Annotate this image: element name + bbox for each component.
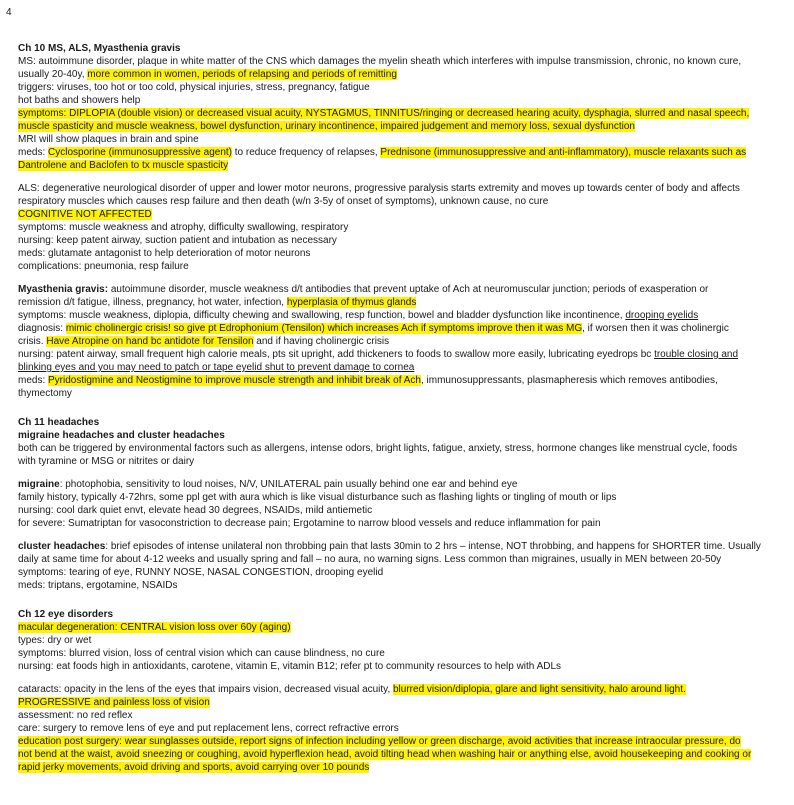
cataracts-education-2 [18,748,770,761]
cataracts-education-1 [18,735,770,748]
cluster-meds: meds: triptans, ergotamine, NSAIDs [18,580,178,591]
migraine-text: : photophobia, sensitivity to loud noises, N/V, UNILATERAL pain usually behind one ear and behind eye [59,479,518,490]
cluster-line-1 [18,540,770,553]
ms-highlight: Dantrolene and Baclofen to tx muscle spasticity [18,160,229,171]
mg-nursing-2 [18,361,770,374]
macular-highlight: macular degeneration: CENTRAL vision loss over 60y (aging) [18,622,291,633]
cataracts-highlight: PROGRESSIVE and painless loss of vision [18,697,210,708]
ch11-both-2: with tyramine or MSG or nitrites or dairy [18,456,195,467]
mg-text: , if worsen then it was cholinergic [582,323,729,334]
macular-line-1 [18,621,770,634]
mg-crisis [18,335,770,348]
ch11-subtitle [18,429,770,442]
mg-text: and if having cholinergic crisis [253,336,390,347]
ms-meds-1 [18,146,770,159]
migraine-severe: for severe: Sumatriptan for vasoconstriction to decrease pain; Ergotamine to narrow blood vessels and reduce inflammation for pain [18,518,601,529]
mg-highlight: Have Atropine on hand bc antidote for Tensilon [46,336,254,347]
mg-nursing-1 [18,348,770,361]
page-number: 4 [6,7,12,18]
chapter-10-title: Ch 10 MS, ALS, Myasthenia gravis [18,43,181,54]
mg-highlight: Pyridostigmine and Neostigmine to improve muscle strength and inhibit break of Ach [48,375,421,386]
ms-triggers: triggers: viruses, too hot or too cold, physical injuries, stress, pregnancy, fatigue [18,82,370,93]
mg-text: meds: [18,375,49,386]
als-line-2: respiratory muscles which causes resp failure and then death (w/n 3-5y of onset of symptoms), unknown cause, no cure [18,196,549,207]
ms-highlight: Cyclosporine (immunosuppressive agent) [48,147,232,158]
ms-text: usually 20-40y, [18,69,88,80]
cataracts-highlight: rapid jerky movements, avoid driving and sports, avoid carrying over 10 pounds [18,762,370,773]
ms-highlight: more common in women, periods of relapsing and periods of remitting [87,69,397,80]
cataracts-highlight: not bend at the waist, avoid sneezing or coughing, avoid hyperflexion head, avoid tilting head when washing hair or anything else, avoid housekeeping and cooking or [18,749,752,760]
mg-text: diagnosis: [18,323,66,334]
macular-section [18,621,770,673]
mg-section [18,283,770,400]
mg-text: remission d/t fatigue, illness, pregnancy, hot water, infection, [18,297,287,308]
mg-text: symptoms: muscle weakness, diplopia, difficulty chewing and swallowing, resp function, bowel and bladder dysfunction like incontinence, [18,310,626,321]
ms-section [18,55,770,172]
mg-text: , immunosuppressants, plasmapheresis which removes antibodies, [420,375,718,386]
ms-symptoms-1 [18,107,770,120]
macular-symptoms: symptoms: blurred vision, loss of central vision which can cause blindness, no cure [18,648,385,659]
ms-line-2 [18,68,770,81]
cluster-symptoms: symptoms: tearing of eye, RUNNY NOSE, NASAL CONGESTION, drooping eyelid [18,567,384,578]
ms-meds-2 [18,159,770,172]
cluster-line-2: daily at same time for about 4-12 weeks and usually spring and fall – no aura, no warning signs. Less common than migraines, usually in MEN between 20-50y [18,554,722,565]
ms-text: meds: [18,147,49,158]
mg-text: nursing: patent airway, small frequent high calorie meals, pts sit upright, add thickeners to foods to swallow more easily, lubricating eyedrops bc [18,349,655,360]
ms-text: to reduce frequency of relapses, [232,147,381,158]
mg-underline: trouble closing and [654,349,739,360]
migraine-term: migraine [18,479,60,490]
cataracts-highlight: education post surgery: wear sunglasses outside, report signs of infection including yellow or green discharge, avoid activities that increase intraocular pressure, do [18,736,741,747]
migraine-line-2: family history, typically 4-72hrs, some ppl get with aura which is like visual disturbance such as flashing lights or tingling of mouth or lips [18,492,617,503]
notes-content [18,42,770,774]
mg-symptoms [18,309,770,322]
cataracts-text: cataracts: opacity in the lens of the eyes that impairs vision, decreased visual acuity, [18,684,393,695]
ms-highlight: Prednisone (immunosuppressive and anti-inflammatory), muscle relaxants such as [380,147,747,158]
mg-diagnosis [18,322,770,335]
als-cognitive [18,208,770,221]
als-line-1: ALS: degenerative neurological disorder of upper and lower motor neurons, progressive paralysis starts extremity and moves up towards center of body and affects [18,183,740,194]
cataracts-highlight: blurred vision/diplopia, glare and light sensitivity, halo around light. [393,684,686,695]
ms-mri: MRI will show plaques in brain and spine [18,134,199,145]
migraine-section [18,478,770,530]
als-symptoms: symptoms: muscle weakness and atrophy, difficulty swallowing, respiratory [18,222,349,233]
als-nursing: nursing: keep patent airway, suction patient and intubation as necessary [18,235,337,246]
mg-text: autoimmune disorder, muscle weakness d/t antibodies that prevent uptake of Ach at neuromuscular junction; periods of exasperation or [108,284,709,295]
cluster-text: : brief episodes of intense unilateral non throbbing pain that lasts 30min to 2 hrs – intense, NOT throbbing, and happens for SHORTER time. Usually [105,541,761,552]
mg-text: crisis. [18,336,47,347]
migraine-nursing: nursing: cool dark quiet envt, elevate head 30 degrees, NSAIDs, mild antiemetic [18,505,373,516]
als-section [18,182,770,273]
mg-underline: blinking eyes and you may need to patch or tape eyelid shut to prevent damage to cornea [18,362,415,373]
macular-types: types: dry or wet [18,635,92,646]
mg-meds-2: thymectomy [18,388,72,399]
mg-line-2 [18,296,770,309]
mg-line-1 [18,283,770,296]
cluster-term: cluster headaches [18,541,106,552]
ms-highlight: muscle spasticity and muscle weakness, bowel dysfunction, urinary incontinence, impaired judgement and memory loss, sexual dysfunction [18,121,635,132]
mg-highlight: hyperplasia of thymus glands [286,297,417,308]
cataracts-section [18,683,770,774]
macular-nursing: nursing: eat foods high in antioxidants, carotene, vitamin E, vitamin B12; refer pt to community resources to help with ADLs [18,661,562,672]
mg-term: Myasthenia gravis: [18,284,109,295]
ms-symptoms-2 [18,120,770,133]
mg-highlight: mimic cholinergic crisis! so give pt Edrophonium (Tensilon) which increases Ach if symptoms improve then it was MG [65,323,583,334]
als-meds: meds: glutamate antagonist to help deterioration of motor neurons [18,248,311,259]
cataracts-line-2 [18,696,770,709]
cataracts-care: care: surgery to remove lens of eye and put replacement lens, correct refractive errors [18,723,399,734]
cataracts-assessment: assessment: no red reflex [18,710,133,721]
cataracts-education-3 [18,761,770,774]
migraine-line-1 [18,478,770,491]
mg-meds-1 [18,374,770,387]
als-highlight: COGNITIVE NOT AFFECTED [18,209,152,220]
ms-line-1 [18,55,770,68]
chapter-12-title: Ch 12 eye disorders [18,609,114,620]
ms-text: MS: autoimmune disorder, plaque in white matter of the CNS which damages the myelin sheath which interferes with impulse transmission, chronic, no known cure, [18,56,742,67]
chapter-11-title: Ch 11 headaches [18,417,100,428]
ch11-subtitle-text: migraine headaches and cluster headaches [18,430,225,441]
ch11-both-1: both can be triggered by environmental factors such as allergens, intense odors, bright lights, fatigue, anxiety, stress, hormone changes like menstrual cycle, foods [18,443,738,454]
ms-line-4: hot baths and showers help [18,95,141,106]
cluster-section [18,540,770,592]
mg-underline: drooping eyelids [625,310,699,321]
cataracts-line-1 [18,683,770,696]
als-complications: complications: pneumonia, resp failure [18,261,189,272]
ms-highlight: symptoms: DIPLOPIA (double vision) or decreased visual acuity, NYSTAGMUS, TINNITUS/ringing or decreased hearing acuity, dysphagia, slurred and nasal speech, [18,108,750,119]
